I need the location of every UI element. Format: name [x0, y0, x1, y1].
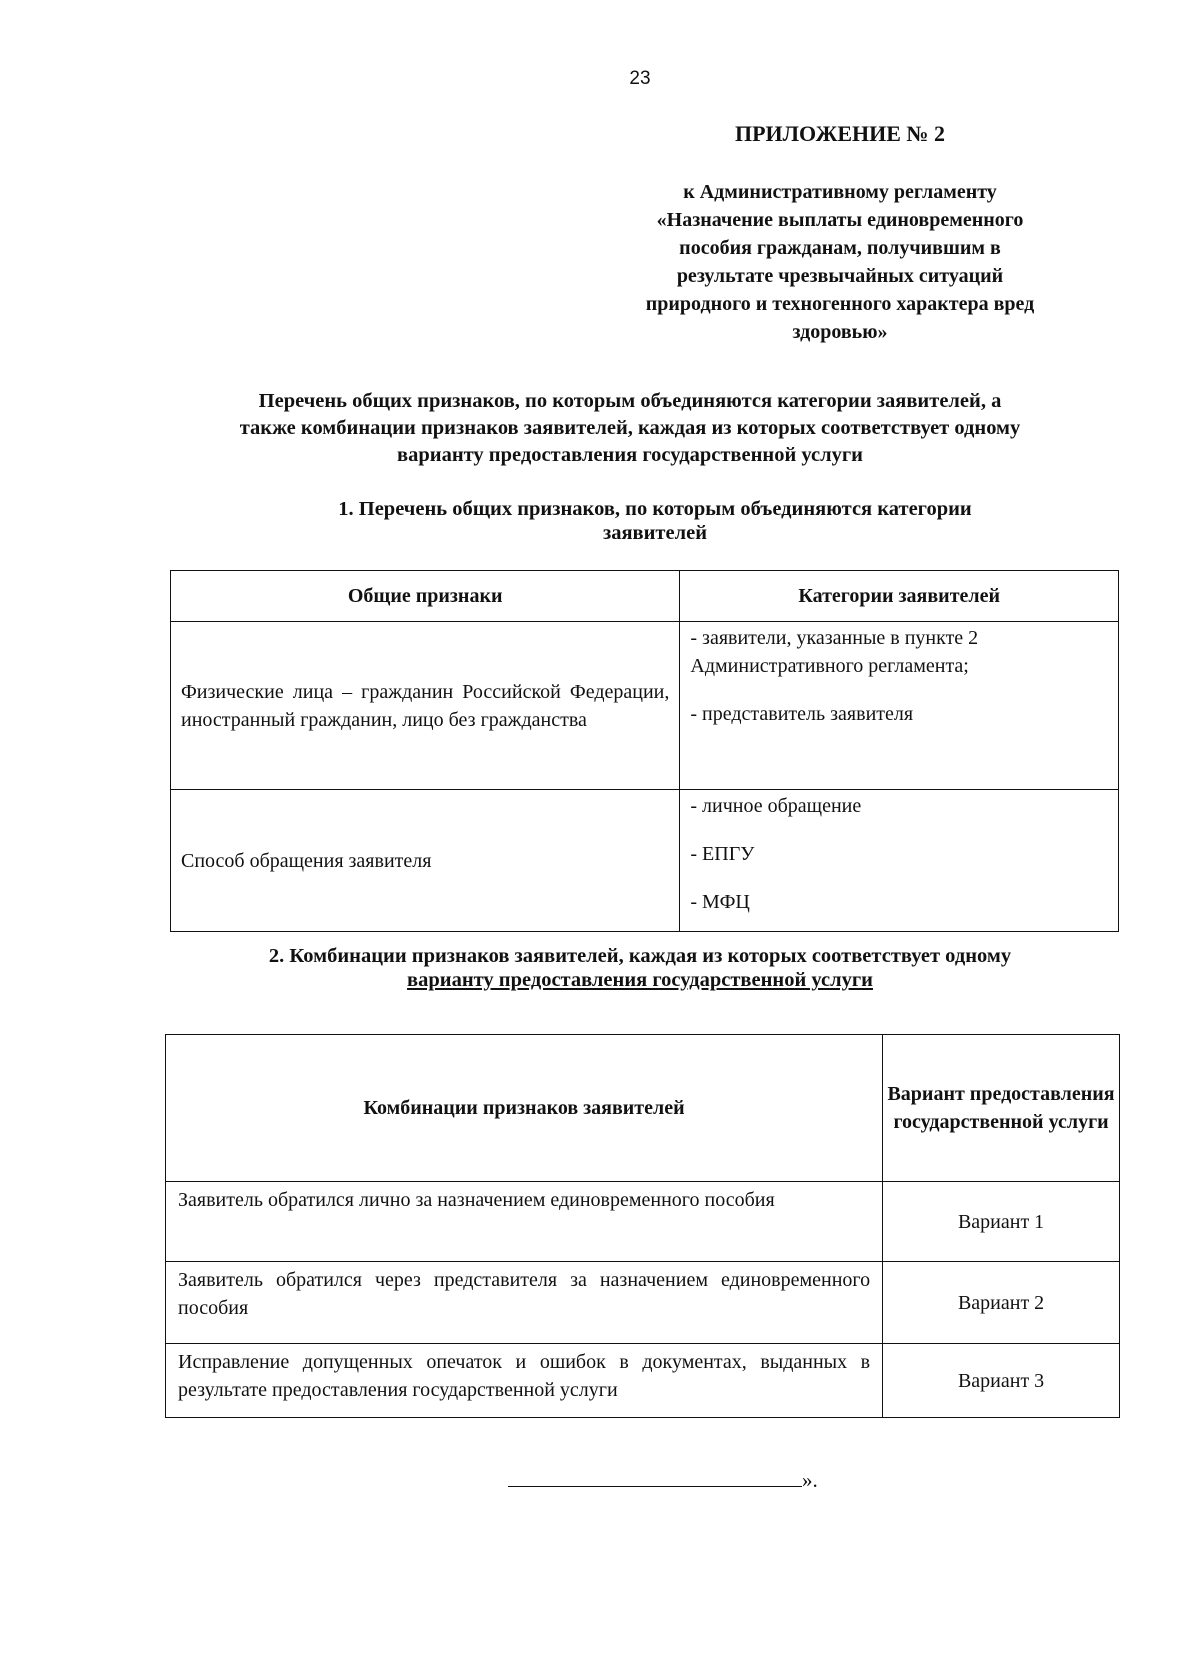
feature-cell: Физические лица – гражданин Российской Федерации, иностранный гражданин, лицо без гражданства [171, 622, 680, 790]
document-title-line: Перечень общих признаков, по которым объединяются категории заявителей, а [258, 390, 1002, 412]
appendix-title: ПРИЛОЖЕНИЕ № 2 [734, 121, 946, 146]
section-1-heading-line: 1. Перечень общих признаков, по которым объединяются категории [338, 498, 972, 520]
appendix-reference-line: результате чрезвычайных ситуаций [676, 265, 1004, 287]
appendix-reference-line: к Административному регламенту [683, 181, 997, 203]
document-title-line: также комбинации признаков заявителей, каждая из которых соответствует одному [239, 417, 1021, 439]
closing-mark [508, 1466, 818, 1493]
category-item: - МФЦ [690, 891, 750, 913]
category-item: - личное обращение [690, 795, 862, 817]
category-item: - ЕПГУ [690, 843, 755, 865]
categories-cell [680, 622, 1119, 790]
table-header-row [171, 571, 1119, 622]
appendix-reference-line: здоровью» [792, 321, 888, 343]
section-1-heading-line: заявителей [602, 522, 708, 544]
table-row [171, 622, 1119, 790]
column-header-variant: Вариант предоставления государственной услуги [883, 1035, 1120, 1182]
categories-cell [680, 790, 1119, 932]
table-row [171, 790, 1119, 932]
column-header-combinations: Комбинации признаков заявителей [166, 1035, 883, 1182]
document-title-line: варианту предоставления государственной услуги [397, 444, 863, 466]
combinations-table [165, 1034, 1120, 1418]
section-1-heading [240, 497, 1070, 545]
closing-quote: ». [802, 1468, 818, 1492]
combination-cell: Заявитель обратился через представителя за назначением единовременного пособия [166, 1262, 883, 1344]
column-header-applicant-categories: Категории заявителей [680, 571, 1119, 622]
category-item: - представитель заявителя [690, 703, 914, 725]
table-header-row [166, 1035, 1120, 1182]
table-row [166, 1262, 1120, 1344]
variant-cell: Вариант 2 [883, 1262, 1120, 1344]
column-header-general-features: Общие признаки [171, 571, 680, 622]
appendix-reference-line: пособия гражданам, получившим в [679, 237, 1001, 259]
page-number: 23 [629, 68, 651, 89]
variant-cell: Вариант 3 [883, 1344, 1120, 1418]
combination-cell: Исправление допущенных опечаток и ошибок в документах, выданных в результате предоставления государственной услуги [166, 1344, 883, 1418]
document-title [160, 388, 1100, 469]
variant-cell: Вариант 1 [883, 1182, 1120, 1262]
appendix-reference-line: «Назначение выплаты единовременного [656, 209, 1024, 231]
section-2-heading-line: варианту предоставления государственной услуги [407, 969, 873, 991]
section-2-heading-line: 2. Комбинации признаков заявителей, каждая из которых соответствует одному [268, 945, 1012, 967]
section-2-heading [175, 944, 1105, 992]
category-item: - заявители, указанные в пункте 2 Административного регламента; [690, 627, 979, 677]
table-row [166, 1182, 1120, 1262]
appendix-reference-line: природного и техногенного характера вред [645, 293, 1035, 315]
table-row [166, 1344, 1120, 1418]
appendix-reference [590, 178, 1090, 346]
feature-cell: Способ обращения заявителя [171, 790, 680, 932]
signature-line [508, 1466, 802, 1487]
general-features-table [170, 570, 1119, 932]
combination-cell: Заявитель обратился лично за назначением единовременного пособия [166, 1182, 883, 1262]
